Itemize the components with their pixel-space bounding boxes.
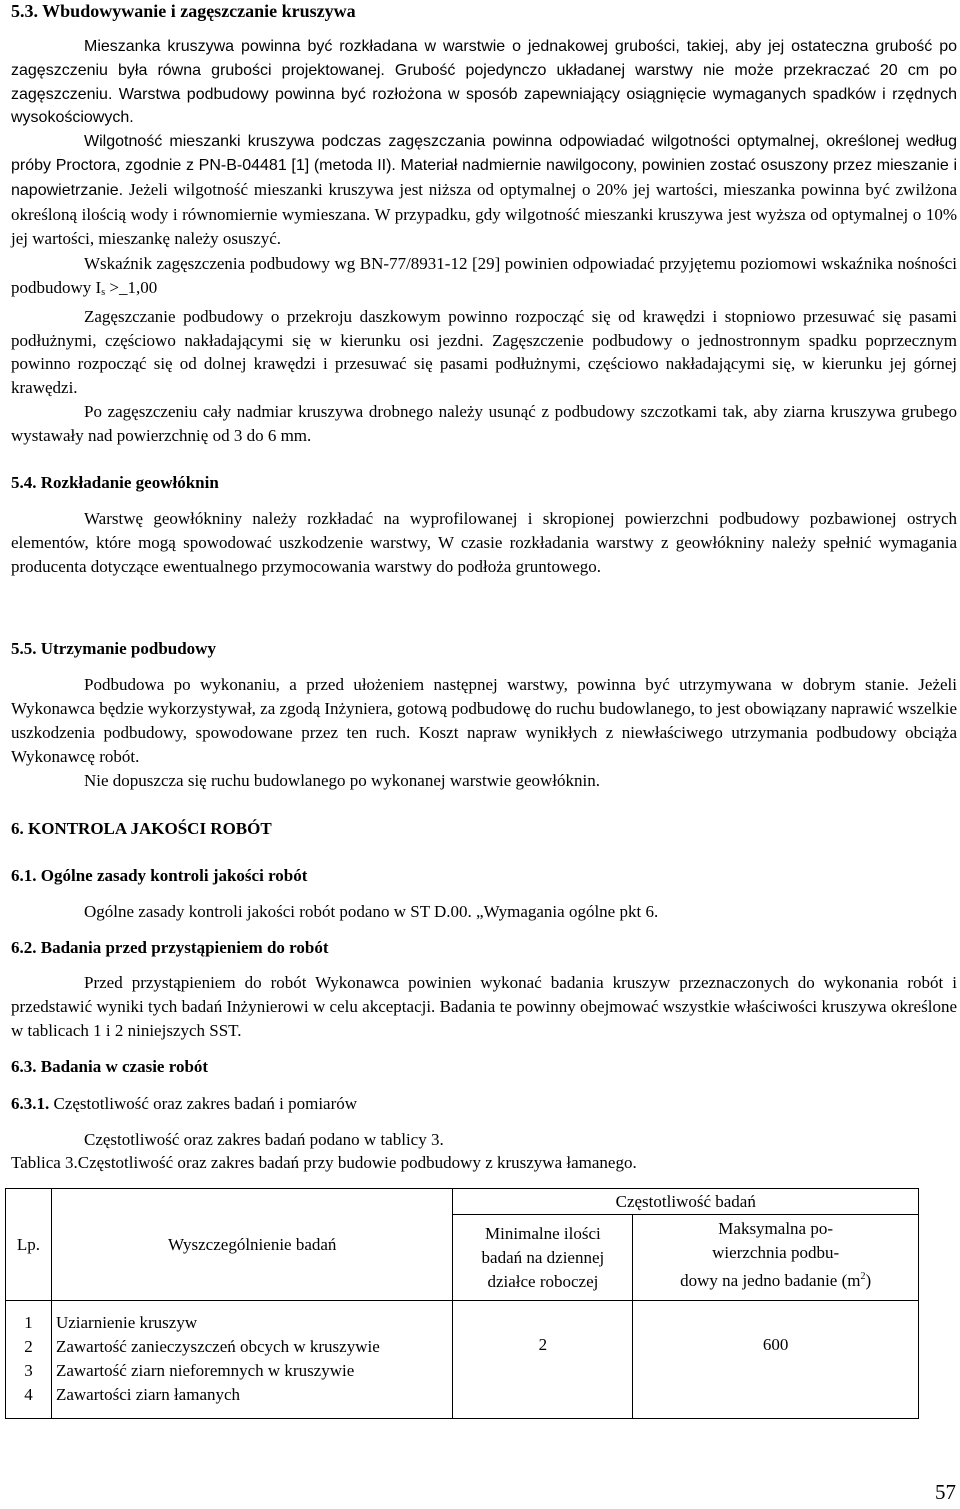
paragraph-text: Po zagęszczeniu cały nadmiar kruszywa drobnego należy usunąć z podbudowy szczotkami tak, aby ziarna kruszywa grubego wystawały nad powierzchnię od 3 do 6 mm. xyxy=(11,401,957,445)
row-number: 4 xyxy=(24,1385,33,1404)
table-caption: Tablica 3.Częstotliwość oraz zakres badań przy budowie podbudowy z kruszywa łamanego. xyxy=(11,1153,637,1172)
row-number: 2 xyxy=(24,1337,33,1356)
paragraph: Warstwę geowłókniny należy rozkładać na wyprofilowanej i skropionej powierzchni podbudowy pozbawionej ostrych elementów, które mogą spowodować uszkodzenie warstwy, W czasie rozkładania warstwy z geowłókniny należy spełnić wymagania producenta dotyczące ewentualnego przymocowania warstwy do podłoża gruntowego. xyxy=(11,509,957,576)
table-cell-spec xyxy=(51,1301,453,1419)
subsection-heading xyxy=(11,1093,357,1115)
table-cell-min: 2 xyxy=(453,1301,633,1419)
table-header-max xyxy=(633,1215,919,1301)
paragraph: Przed przystąpieniem do robót Wykonawca powinien wykonać badania kruszyw przeznaczonych do wykonania robót i przedstawić wyniki tych badań Inżynierowi w celu akceptacji. Badania te powinny obejmować wszystkie właściwości kruszywa określone w tablicach 1 i 2 niniejszych SST. xyxy=(11,973,957,1040)
paragraph xyxy=(11,252,957,305)
row-name: Zawartość ziarn nieforemnych w kruszywie xyxy=(55,1361,355,1380)
frequency-table xyxy=(5,1188,919,1419)
page-number: 57 xyxy=(935,1480,956,1504)
subscript: s xyxy=(101,286,106,298)
section-heading: 5.5. Utrzymanie podbudowy xyxy=(11,639,216,658)
paragraph-text: Zagęszczanie podbudowy o przekroju daszkowym powinno rozpocząć się od krawędzi i stopniowo przesuwać się pasami podłużnymi, częściowo nakładającymi się w kierunku osi jezdni. Zagęszczenie podbudowy o jednostronnym spadku poprzecznym powinno rozpocząć się od dolnej krawędzi i przesuwać się pasami podłużnymi, częściowo nakładającymi się, w kierunku jej górnej krawędzi. xyxy=(11,306,957,398)
section-body xyxy=(11,673,957,793)
header-line: Minimalne ilości xyxy=(485,1223,601,1243)
header-line xyxy=(633,1265,918,1293)
header-text: ) xyxy=(865,1271,872,1290)
table-header-frequency: Częstotliwość badań xyxy=(453,1189,919,1215)
row-number: 1 xyxy=(24,1313,33,1332)
row-name: Uziarnienie kruszyw xyxy=(55,1313,198,1332)
paragraph: Podbudowa po wykonaniu, a przed ułożeniem następnej warstwy, powinna być utrzymywana w dobrym stanie. Jeżeli Wykonawca będzie wykorzystywał, za zgodą Inżyniera, gotową podbudowę do ruchu budowlanego, to jest obowiązany naprawić wszelkie uszkodzenia podbudowy, spowodowane przez ten ruch. Koszt napraw wynikłych z niewłaściwego utrzymania podbudowy obciąża Wykonawcę robót. xyxy=(11,675,957,766)
paragraph-text: Wilgotność mieszanki kruszywa podczas zagęszczania powinna odpowiadać wilgotności optymalnej, określonej według próby Proctora, zgodnie z PN-B-04481 [1] (metoda II). Materiał nadmiernie nawilgocony, powinien zostać osuszony przez mieszanie i napowietrzanie. xyxy=(11,133,957,199)
heading-number: 6.3.1. xyxy=(11,1094,50,1113)
section-body xyxy=(11,35,957,448)
table-cell-lp xyxy=(6,1301,52,1419)
header-line: działce roboczej xyxy=(487,1271,599,1291)
heading-text: Częstotliwość oraz zakres badań i pomiarów xyxy=(49,1094,358,1113)
paragraph-text: >_1,00 xyxy=(105,277,158,297)
paragraph: Ogólne zasady kontroli jakości robót podano w ST D.00. „Wymagania ogólne pkt 6. xyxy=(84,902,659,921)
section-heading: 6.3. Badania w czasie robót xyxy=(11,1057,209,1076)
paragraph xyxy=(11,305,957,400)
paragraph xyxy=(11,130,957,252)
paragraph xyxy=(11,35,957,130)
row-number: 3 xyxy=(24,1361,33,1380)
superscript: 2 xyxy=(860,1271,866,1282)
section-heading: 5.4. Rozkładanie geowłóknin xyxy=(11,473,219,492)
section-body xyxy=(11,507,957,579)
header-text: dowy na jedno badanie (m xyxy=(680,1271,861,1290)
row-name: Zawartości ziarn łamanych xyxy=(55,1385,241,1404)
section-heading: 6.2. Badania przed przystąpieniem do robót xyxy=(11,938,329,957)
paragraph-text: Mieszanka kruszywa powinna być rozkładana w warstwie o jednakowej grubości, takiej, aby jej ostateczna grubość po zagęszczeniu była równa grubości projektowanej. Grubość pojedynczo układanej warstwy nie może przekraczać 20 cm po zagęszczeniu. Warstwa podbudowy powinna być rozłożona w sposób zapewniający osiągnięcie wymaganych spadków i rzędnych wysokościowych. xyxy=(11,38,957,127)
section-body xyxy=(11,971,957,1043)
paragraph: Nie dopuszcza się ruchu budowlanego po wykonanej warstwie geowłóknin. xyxy=(84,771,601,790)
section-heading: 6. KONTROLA JAKOŚCI ROBÓT xyxy=(11,819,272,838)
paragraph xyxy=(11,400,957,448)
paragraph-text: Wskaźnik zagęszczenia podbudowy wg BN-77/8931-12 [29] powinien odpowiadać przyjętemu poziomowi wskaźnika nośności podbudowy I xyxy=(11,254,957,297)
table-header-min xyxy=(453,1215,633,1301)
header-line: wierzchnia podbu- xyxy=(712,1243,840,1262)
table-cell-max: 600 xyxy=(633,1301,919,1419)
section-heading: 6.1. Ogólne zasady kontroli jakości robót xyxy=(11,866,308,885)
paragraph: Częstotliwość oraz zakres badań podano w tablicy 3. xyxy=(84,1130,444,1149)
paragraph-text: Jeżeli wilgotność mieszanki kruszywa jest niższa od optymalnej o 20% jej wartości, mieszanka powinna być zwilżona określoną ilością wody i równomiernie wymieszana. W przypadku, gdy wilgotność mieszanki kruszywa jest wyższa od optymalnej o 10% jej wartości, mieszankę należy osuszyć. xyxy=(11,179,957,249)
row-name: Zawartość zanieczyszczeń obcych w kruszywie xyxy=(55,1337,380,1356)
table-header-spec: Wyszczególnienie badań xyxy=(51,1189,453,1301)
header-line: badań na dziennej xyxy=(481,1247,605,1267)
header-line: Maksymalna po- xyxy=(718,1219,834,1238)
table-header-lp: Lp. xyxy=(6,1189,52,1301)
section-heading: 5.3. Wbudowywanie i zagęszczanie kruszywa xyxy=(11,1,356,21)
